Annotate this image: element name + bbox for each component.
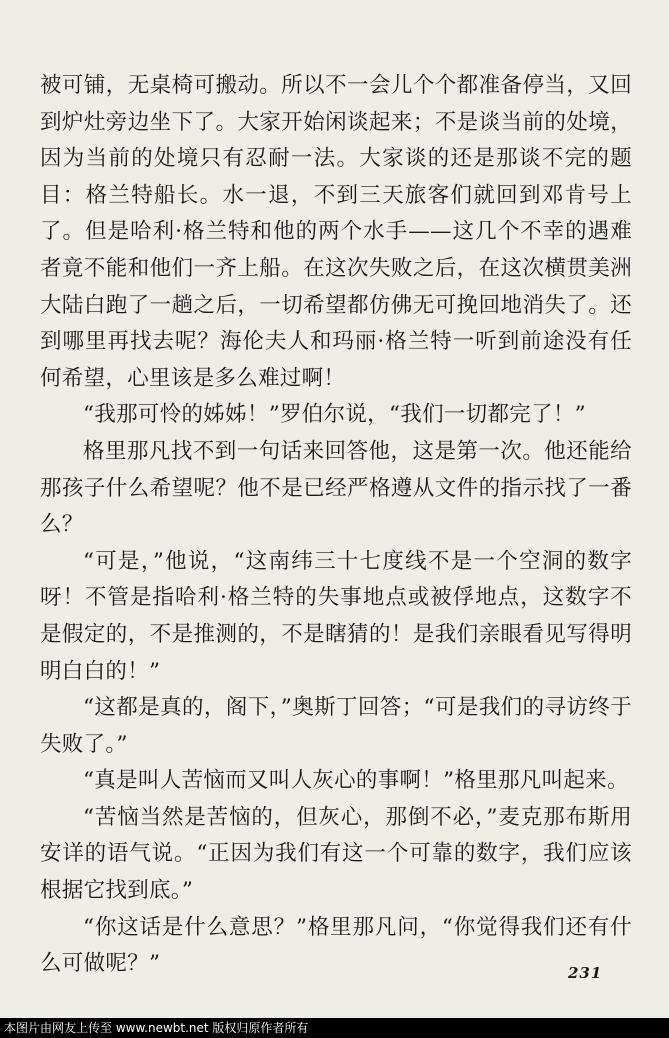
paragraph: “可是，”他说，“这南纬三十七度线不是一个空洞的数字呀！不管是指哈利·格兰特的失事地点或被俘地点，这数字不是假定的，不是推测的，不是瞎猜的！是我们亲眼看见写得明明白白的！” [40, 548, 632, 684]
watermark-footer: 本图片由网友上传至 www.newbt.net 版权归原作者所有 [0, 1018, 669, 1038]
paragraph: “你这话是什么意思？”格里那凡问，“你觉得我们还有什么可做呢？” [40, 914, 632, 977]
paragraph: “真是叫人苦恼而又叫人灰心的事啊！”格里那凡叫起来。 [83, 768, 629, 794]
paragraph: “我那可怜的姊姊！”罗伯尔说，“我们一切都完了！” [83, 402, 586, 428]
paragraph: 格里那凡找不到一句话来回答他，这是第一次。他还能给那孩子什么希望呢？他不是已经严格遵从文件的指示找了一番么？ [40, 438, 632, 538]
page-number: 231 [568, 964, 603, 982]
paragraph: “苦恼当然是苦恼的，但灰心，那倒不必，”麦克那布斯用安详的语气说。“正因为我们有这一个可靠的数字，我们应该根据它找到底。” [40, 804, 632, 904]
page-body [40, 68, 632, 983]
paragraph: 被可铺，无桌椅可搬动。所以不一会儿个个都准备停当，又回到炉灶旁边坐下了。大家开始闲谈起来；不是谈当前的处境，因为当前的处境只有忍耐一法。大家谈的还是那谈不完的题目：格兰特船长。水一退，不到三天旅客们就回到邓肯号上了。但是哈利·格兰特和他的两个水手——这几个不幸的遇难者竟不能和他们一齐上船。在这次失败之后，在这次横贯美洲大陆白跑了一趟之后，一切希望都仿佛无可挽回地消失了。还到哪里再找去呢？海伦夫人和玛丽·格兰特一听到前途没有任何希望，心里该是多么难过啊！ [40, 73, 632, 391]
paragraph: “这都是真的，阁下，”奥斯丁回答；“可是我们的寻访终于失败了。” [40, 695, 632, 757]
